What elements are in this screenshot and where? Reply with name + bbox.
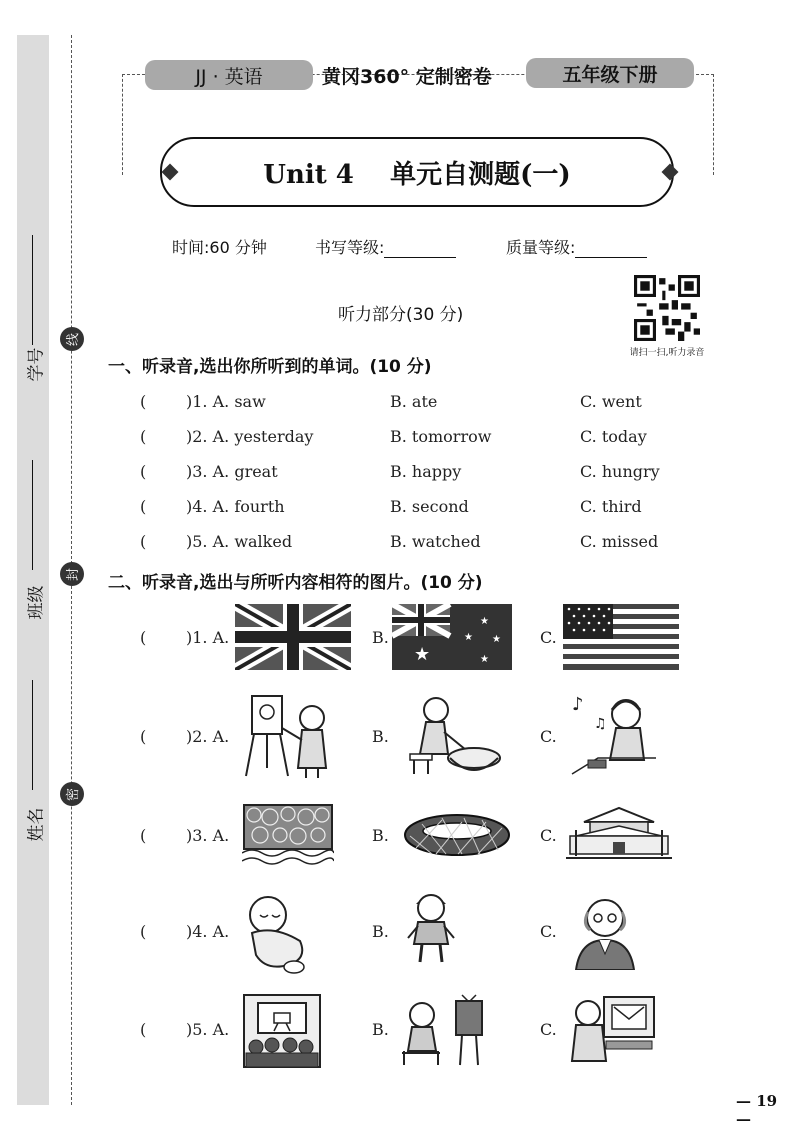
listening-title: 听力部分(30 分): [338, 305, 464, 325]
option-c: C. today: [580, 427, 647, 446]
uk-flag-image[interactable]: [235, 604, 351, 670]
student-no-line: [32, 235, 33, 345]
option-b: B. happy: [390, 462, 462, 481]
baby-image[interactable]: [244, 893, 312, 975]
birds-nest-image[interactable]: [402, 810, 512, 860]
tiananmen-image[interactable]: [566, 800, 672, 862]
option-a: )4. A. fourth: [186, 497, 285, 516]
s2-q1-num: )1. A.: [186, 628, 230, 647]
option-a: )5. A. walked: [186, 532, 293, 551]
option-a: )1. A. saw: [186, 392, 266, 411]
seal-line-badge: 线: [60, 327, 84, 351]
subject-pill: JJ · 英语: [145, 60, 313, 90]
old-man-image[interactable]: [572, 890, 638, 970]
girl-washing-image[interactable]: [404, 688, 504, 780]
time-label: 时间:60 分钟: [172, 238, 267, 257]
option-b: B. watched: [390, 532, 481, 551]
svg-text:♪: ♪: [572, 694, 584, 715]
answer-paren: (: [140, 427, 147, 446]
option-b: B. second: [390, 497, 469, 516]
writing-grade-blank[interactable]: [384, 257, 456, 258]
s2-q2-num: )2. A.: [186, 727, 230, 746]
name-line: [32, 680, 33, 790]
binding-strip: [17, 35, 49, 1105]
water-cube-image[interactable]: [242, 803, 334, 865]
section2-title: 二、听录音,选出与所听内容相符的图片。(10 分): [108, 573, 483, 593]
svg-text:★: ★: [414, 644, 431, 665]
svg-text:★: ★: [480, 616, 489, 627]
name-label: 姓名: [26, 807, 47, 842]
s2-q3-b: B.: [372, 826, 389, 845]
svg-text:★: ★: [492, 634, 501, 645]
option-c: C. missed: [580, 532, 659, 551]
s2-q1-b: B.: [372, 628, 389, 647]
option-b: B. tomorrow: [390, 427, 492, 446]
s2-q4-b: B.: [372, 922, 389, 941]
s2-q5-c: C.: [540, 1020, 557, 1039]
answer-paren: (: [140, 497, 147, 516]
qr-code-icon[interactable]: [634, 275, 700, 341]
answer-paren: (: [140, 532, 147, 551]
s2-q3-paren: (: [140, 826, 147, 845]
s2-q5-b: B.: [372, 1020, 389, 1039]
usa-flag-image[interactable]: [563, 604, 679, 670]
seal-mi-badge: 密: [60, 782, 84, 806]
answer-paren: (: [140, 462, 147, 481]
student-no-label: 学号: [26, 347, 47, 382]
boy-watching-tv-image[interactable]: [398, 993, 490, 1069]
s2-q5-num: )5. A.: [186, 1020, 230, 1039]
series-title: 黄冈360° 定制密卷: [322, 66, 492, 88]
cinema-image[interactable]: [242, 993, 322, 1069]
svg-text:★: ★: [464, 632, 473, 643]
s2-q2-b: B.: [372, 727, 389, 746]
page-number: — 19 —: [736, 1092, 778, 1128]
s2-q3-c: C.: [540, 826, 557, 845]
s2-q4-paren: (: [140, 922, 147, 941]
answer-paren: (: [140, 392, 147, 411]
qr-caption: 请扫一扫,听力录音: [629, 348, 705, 358]
s2-q2-paren: (: [140, 727, 147, 746]
girl-painting-image[interactable]: [242, 688, 337, 780]
class-line: [32, 460, 33, 570]
quality-grade: 质量等级:: [506, 235, 647, 258]
s2-q1-paren: (: [140, 628, 147, 647]
computer-email-image[interactable]: [566, 993, 658, 1063]
option-a: )2. A. yesterday: [186, 427, 314, 446]
writing-grade: 书写等级:: [315, 235, 456, 258]
s2-q2-c: C.: [540, 727, 557, 746]
option-a: )3. A. great: [186, 462, 278, 481]
s2-q1-c: C.: [540, 628, 557, 647]
svg-text:★: ★: [480, 654, 489, 665]
page-title: Unit 4 单元自测题(一): [160, 137, 674, 207]
boy-image[interactable]: [406, 890, 456, 968]
s2-q4-num: )4. A.: [186, 922, 230, 941]
quality-grade-blank[interactable]: [575, 257, 647, 258]
class-label: 班级: [26, 585, 47, 620]
option-c: C. went: [580, 392, 642, 411]
australia-flag-image[interactable]: [392, 604, 512, 670]
seal-feng-badge: 封: [60, 562, 84, 586]
s2-q3-num: )3. A.: [186, 826, 230, 845]
option-b: B. ate: [390, 392, 438, 411]
svg-text:♫: ♫: [594, 716, 607, 732]
grade-pill: 五年级下册: [526, 58, 694, 88]
option-c: C. hungry: [580, 462, 660, 481]
section1-title: 一、听录音,选出你所听到的单词。(10 分): [108, 357, 432, 377]
girl-music-image[interactable]: [568, 688, 660, 780]
option-c: C. third: [580, 497, 642, 516]
s2-q5-paren: (: [140, 1020, 147, 1039]
s2-q4-c: C.: [540, 922, 557, 941]
